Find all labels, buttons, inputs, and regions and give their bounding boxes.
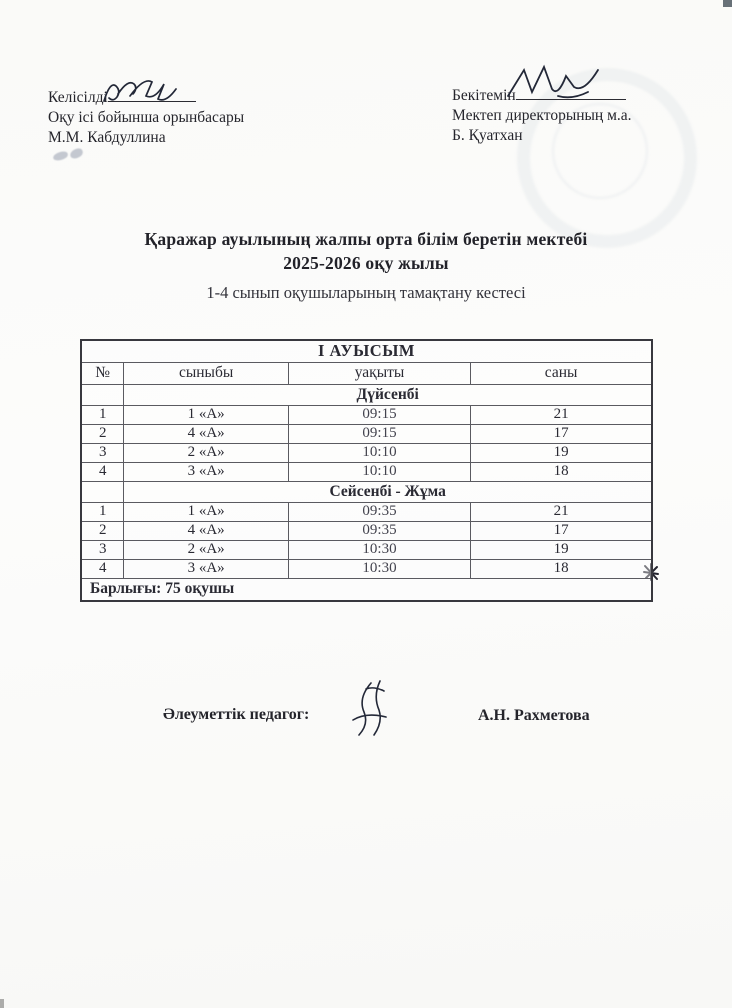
cell-no: 3 [81, 540, 124, 559]
empty-cell [81, 481, 124, 502]
cell-count: 19 [471, 540, 652, 559]
cell-time: 10:30 [288, 559, 470, 578]
signature-deputy [100, 74, 184, 108]
document-subtitle: 1-4 сынып оқушыларының тамақтану кестесі [206, 283, 526, 302]
signature-pedagog [344, 678, 402, 740]
empty-cell [81, 384, 124, 405]
cell-no: 4 [81, 559, 124, 578]
cell-time: 10:10 [288, 443, 470, 462]
cell-no: 3 [81, 443, 124, 462]
cell-time: 09:35 [288, 502, 470, 521]
table-row [81, 502, 652, 521]
pedagog-name: А.Н. Рахметова [478, 707, 590, 724]
column-header-time: уақыты [288, 362, 470, 384]
cell-no: 2 [81, 521, 124, 540]
cell-count: 21 [471, 405, 652, 424]
table-row [81, 443, 652, 462]
cell-time: 10:30 [288, 540, 470, 559]
cell-class: 2 «А» [124, 540, 288, 559]
cell-count: 17 [471, 424, 652, 443]
table-row [81, 405, 652, 424]
shift-title: І АУЫСЫМ [81, 340, 652, 362]
cell-count: 18 [471, 462, 652, 481]
cell-count: 21 [471, 502, 652, 521]
cell-class: 3 «А» [124, 559, 288, 578]
total-label: Барлығы: 75 оқушы [81, 578, 652, 601]
table-row [81, 559, 652, 578]
school-year: 2025-2026 оқу жылы [283, 253, 449, 273]
cell-class: 1 «А» [124, 502, 288, 521]
section-name: Сейсенбі - Жұма [124, 481, 652, 502]
cell-count: 17 [471, 521, 652, 540]
scan-corner-artifact [0, 999, 4, 1008]
table-total-row [81, 578, 652, 601]
scan-corner-artifact [723, 0, 732, 7]
cell-time: 10:10 [288, 462, 470, 481]
pencil-smudge [69, 147, 84, 160]
cell-no: 4 [81, 462, 124, 481]
agreed-label: Келісілді [48, 89, 108, 106]
pedagog-label: Әлеуметтік педагог: [163, 706, 310, 723]
section-header-row [81, 384, 652, 405]
cell-class: 4 «А» [124, 521, 288, 540]
table-row [81, 424, 652, 443]
cell-class: 2 «А» [124, 443, 288, 462]
table-row [81, 540, 652, 559]
meal-schedule-table [80, 339, 653, 602]
column-header-class: сыныбы [124, 362, 288, 384]
school-name: Қаражар ауылының жалпы орта білім беретін мектебі [144, 229, 588, 249]
approved-label: Бекітемін [452, 87, 516, 104]
column-header-count: саны [471, 362, 652, 384]
cell-time: 09:15 [288, 424, 470, 443]
cell-no: 1 [81, 405, 124, 424]
pencil-smudge [52, 151, 68, 162]
column-header-no: № [81, 362, 124, 384]
cell-time: 09:35 [288, 521, 470, 540]
cell-class: 4 «А» [124, 424, 288, 443]
approved-role: Мектеп директорының м.а. [452, 107, 632, 124]
cell-no: 2 [81, 424, 124, 443]
agreed-role: Оқу ісі бойынша орынбасары [48, 109, 245, 126]
approved-name: Б. Қуатхан [452, 127, 523, 144]
shift-title-row [81, 340, 652, 362]
section-header-row [81, 481, 652, 502]
table-row [81, 521, 652, 540]
document-title [0, 227, 732, 275]
cell-no: 1 [81, 502, 124, 521]
table-row [81, 462, 652, 481]
cell-count: 19 [471, 443, 652, 462]
cell-class: 1 «А» [124, 405, 288, 424]
column-header-row [81, 362, 652, 384]
cell-time: 09:15 [288, 405, 470, 424]
cell-class: 3 «А» [124, 462, 288, 481]
cell-count: 18 [471, 559, 652, 578]
agreed-name: М.М. Кабдуллина [48, 129, 166, 146]
signature-director [504, 62, 608, 104]
section-name: Дүйсенбі [124, 384, 652, 405]
